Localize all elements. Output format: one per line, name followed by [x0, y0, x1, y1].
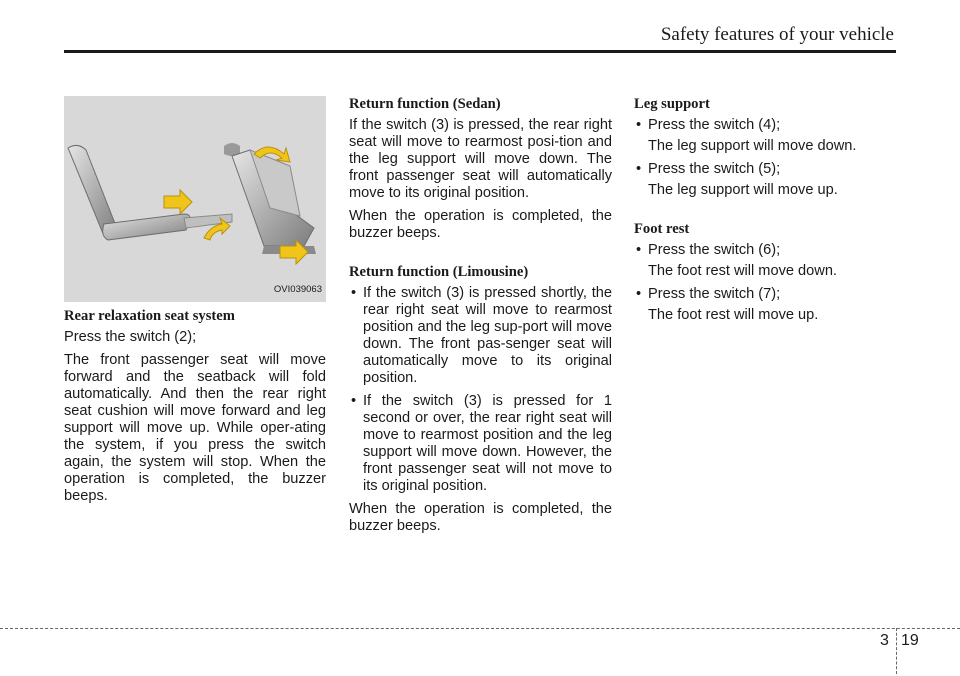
- footer-rule: [0, 628, 960, 629]
- list-item: [634, 117, 896, 155]
- chapter-number: 3: [880, 632, 889, 649]
- paragraph: Press the switch (2);: [64, 329, 197, 345]
- list-item: [634, 161, 896, 199]
- footer-divider: [896, 628, 897, 674]
- list-item-action: • Press the switch (4);: [648, 117, 781, 133]
- list-item: [634, 242, 896, 280]
- foot-rest-bullets: [634, 242, 896, 324]
- list-item: [634, 286, 896, 324]
- leg-support-bullets: [634, 117, 896, 199]
- paragraph: When the operation is completed, the buzzer beeps.: [349, 501, 612, 534]
- paragraph: If the switch (3) is pressed, the rear right seat will move to rearmost posi-tion and the leg support will move down. The front passenger seat will automatically move to its original position.: [349, 117, 612, 201]
- paragraph: The front passenger seat will move forward and the seatback will fold automatically. And then the rear right seat cushion will move forward and leg support will move up. While oper-ating the system, if you press the switch again, the system will stop. When the operation is completed, the buzzer beeps.: [64, 352, 326, 504]
- header-rule: [64, 50, 896, 53]
- rear-seat-shape: [68, 145, 232, 240]
- middle-column: [349, 96, 612, 541]
- section-heading-return-limousine: Return function (Limousine): [349, 264, 529, 280]
- list-item-result: The foot rest will move down.: [648, 263, 837, 279]
- seat-drawing: [64, 96, 326, 302]
- list-item-result: The foot rest will move up.: [648, 307, 819, 323]
- section-heading-return-sedan: Return function (Sedan): [349, 96, 501, 112]
- list-item-action: • Press the switch (7);: [648, 286, 781, 302]
- list-item-result: The leg support will move up.: [648, 182, 838, 198]
- list-item: • If the switch (3) is pressed shortly, the rear right seat will move to rearmost position and the leg sup-port will move down. The front pas-senger seat will automatically move to its original position.: [349, 285, 612, 387]
- section-heading-foot-rest: Foot rest: [634, 221, 690, 237]
- list-item: • If the switch (3) is pressed for 1 second or over, the rear right seat will move to rearmost position and the leg support will move down. However, the front passenger seat will not move to its original position.: [349, 393, 612, 495]
- page-number: 19: [901, 632, 919, 649]
- figure-code: OVI039063: [273, 284, 322, 295]
- limousine-bullets: [349, 285, 612, 495]
- front-seat-shape: [224, 143, 316, 254]
- page-header-title: Safety features of your vehicle: [660, 24, 894, 45]
- paragraph: When the operation is completed, the buzzer beeps.: [349, 208, 612, 241]
- list-item-action: • Press the switch (5);: [648, 161, 781, 177]
- seat-illustration: [64, 96, 326, 302]
- list-item-result: The leg support will move down.: [648, 138, 857, 154]
- list-item-action: • Press the switch (6);: [648, 242, 781, 258]
- left-column: [64, 96, 326, 511]
- right-column: [634, 96, 896, 330]
- section-heading-leg-support: Leg support: [634, 96, 710, 112]
- section-heading-rear-relaxation: Rear relaxation seat system: [64, 308, 235, 324]
